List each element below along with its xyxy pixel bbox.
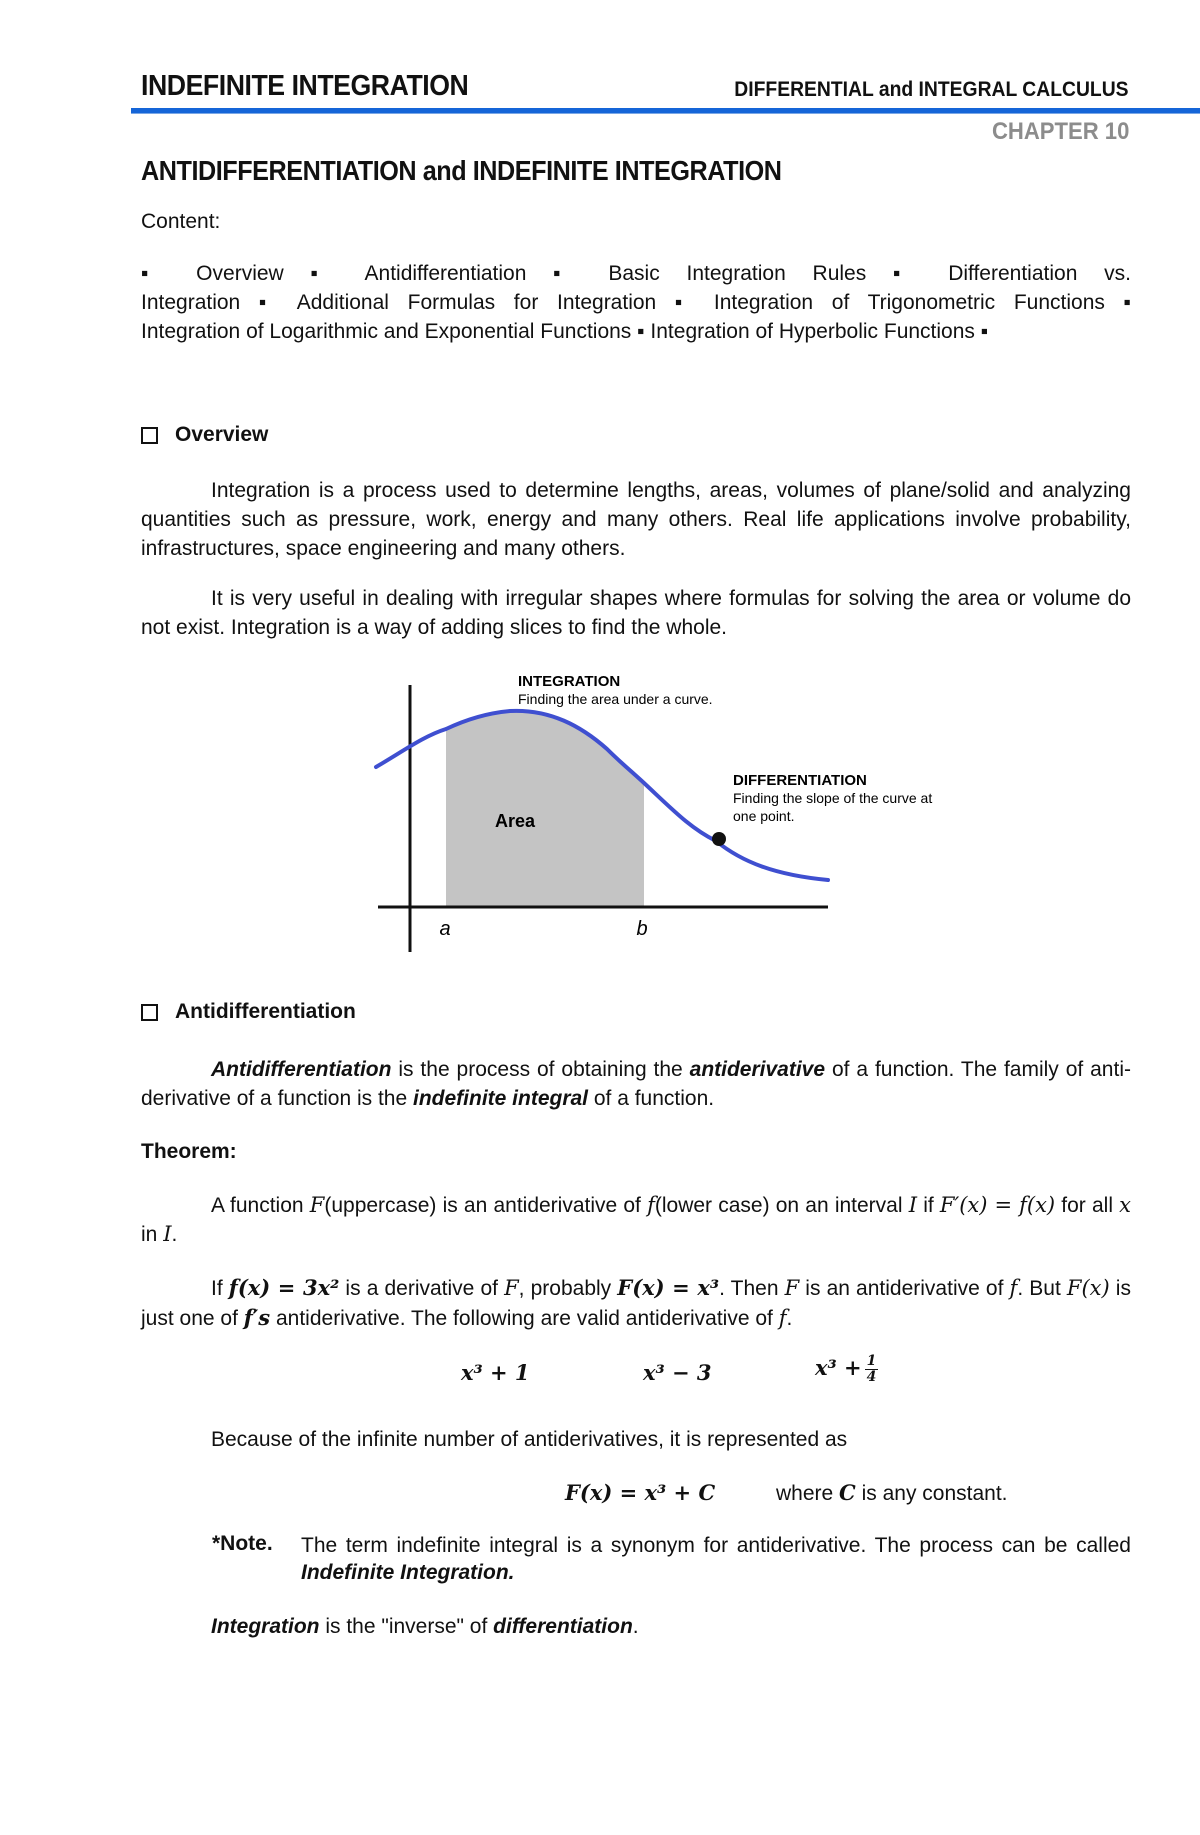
term-antiderivative: antiderivative — [689, 1058, 826, 1081]
term-differentiation: differentiation — [493, 1615, 633, 1638]
overview-paragraph-2: It is very useful in dealing with irregular shapes where formulas for solving the area or volume do not exist. Integration is a way of adding slices to find the whole. — [141, 587, 1131, 639]
fraction-one-quarter: $\frac{1}{4}$ — [866, 1353, 877, 1385]
b-label: b — [636, 918, 648, 940]
integration-caption-title: INTEGRATION — [518, 673, 621, 690]
integration-caption-desc: Finding the area under a curve. — [518, 691, 713, 707]
contents-list — [141, 259, 1131, 346]
term-integration: Integration — [211, 1615, 320, 1638]
constant-explanation: where C is any constant. — [776, 1480, 1008, 1505]
overview-paragraph-1: Integration is a process used to determine lengths, areas, volumes of plane/solid and analyzing quantities such as pressure, work, energy and many others. Real life applications involve probability, infrastructures, space engineering and many others. — [141, 479, 1131, 560]
theorem-label: Theorem: — [141, 1140, 237, 1163]
checkbox-bullet-icon — [141, 1004, 158, 1021]
antidiff-heading-label: Antidifferentiation — [175, 1000, 356, 1023]
page-title: ANTIDIFFERENTIATION and INDEFINITE INTEGRATION — [141, 155, 782, 186]
antidiff-heading — [141, 1000, 356, 1024]
header-right-title: DIFFERENTIAL and INTEGRAL CALCULUS — [734, 78, 1129, 101]
header-rule-thin — [131, 113, 1200, 114]
term-indefinite-integration: Indefinite Integration. — [301, 1561, 515, 1584]
contents-line: Integration of Logarithmic and Exponential Functions ▪ Integration of Hyperbolic Functions ▪ — [141, 320, 989, 343]
differentiation-caption-desc-1: Finding the slope of the curve at — [733, 790, 933, 806]
overview-heading-label: Overview — [175, 423, 269, 446]
integration-figure — [370, 670, 933, 960]
differentiation-caption-desc-2: one point. — [733, 808, 795, 824]
antidiff-definition: Antidifferentiation is the process of obtaining the antiderivative of a function. The family of anti-derivative of a function is the indefinite integral of a function. — [141, 1058, 1131, 1110]
header-left-title: INDEFINITE INTEGRATION — [141, 70, 469, 102]
term-indefinite-integral: indefinite integral — [413, 1087, 589, 1110]
a-label: a — [439, 918, 451, 940]
inverse-statement: Integration is the "inverse" of differentiation. — [211, 1615, 639, 1638]
antiderivative-example-1: x³ + 1 — [461, 1360, 530, 1385]
tangent-point — [712, 832, 726, 846]
antiderivative-example-2: x³ − 3 — [643, 1360, 712, 1385]
area-under-curve — [446, 711, 644, 906]
content-label: Content: — [141, 210, 221, 233]
overview-heading — [141, 423, 268, 447]
theorem-statement: A function F(uppercase) is an antiderivative of f(lower case) on an interval I if F′(x) = f(x) for all x in I. — [141, 1193, 1132, 1246]
contents-line: ▪ Overview ▪ Antidifferentiation ▪ Basic Integration Rules ▪ Differentiation vs. — [141, 262, 1131, 285]
note-body: The term indefinite integral is a synonym for antiderivative. The process can be called Indefinite Integration. — [301, 1534, 1131, 1584]
chapter-label: CHAPTER 10 — [991, 118, 1129, 145]
general-antiderivative-formula: F(x) = x³ + C — [565, 1480, 716, 1505]
term-antidifferentiation: Antidifferentiation — [211, 1058, 392, 1081]
area-label: Area — [494, 811, 536, 831]
contents-line: Integration ▪ Additional Formulas for Integration ▪ Integration of Trigonometric Functions ▪ — [141, 291, 1131, 314]
differentiation-caption-title: DIFFERENTIATION — [733, 772, 867, 789]
note-label: *Note. — [212, 1532, 273, 1555]
because-sentence: Because of the infinite number of antiderivatives, it is represented as — [211, 1428, 848, 1451]
antiderivative-example-3: x³ + $\frac{1}{4}$ — [815, 1353, 877, 1385]
checkbox-bullet-icon — [141, 427, 158, 444]
example-paragraph: If f(x) = 3x² is a derivative of F, probably F(x) = x³. Then F is an antiderivative of f. But F(x) is just one of f′s antiderivative. The following are valid antiderivative of f. — [141, 1275, 1131, 1330]
